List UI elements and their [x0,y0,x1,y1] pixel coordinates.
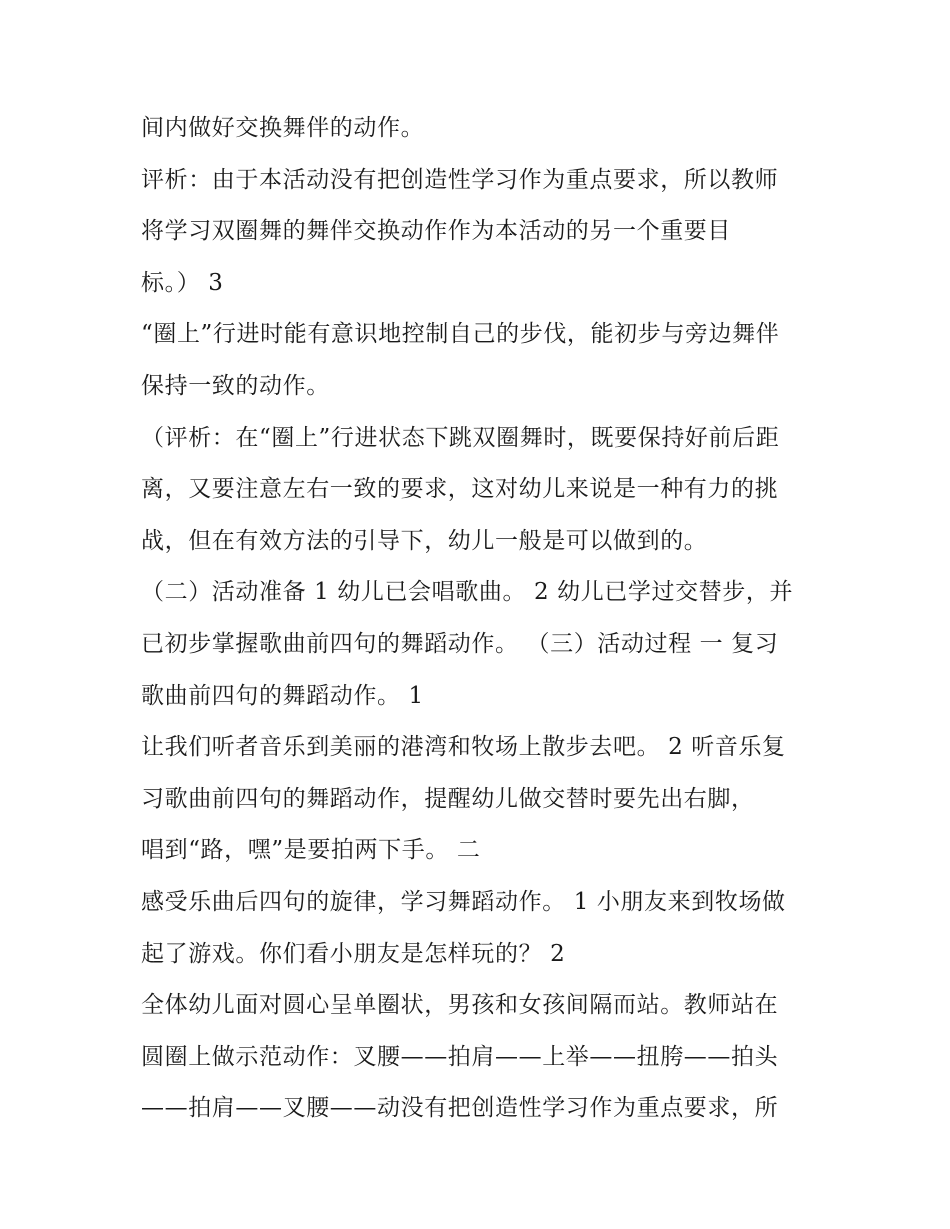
text-line: 已初步掌握歌曲前四句的舞蹈动作。 （三）活动过程 一 复习 [141,630,779,657]
text-line: 离，又要注意左右一致的要求，这对幼儿来说是一种有力的挑 [141,476,779,503]
text-line: 让我们听者音乐到美丽的港湾和牧场上散步去吧。 2 听音乐复 [141,734,786,761]
text-line: 圆圈上做示范动作：叉腰——拍肩——上举——扭胯——拍头 [141,1043,779,1070]
text-line: 战，但在有效方法的引导下，幼儿一般是可以做到的。 [141,527,708,554]
text-line: 起了游戏。你们看小朋友是怎样玩的？ 2 [141,940,566,967]
text-line: 全体幼儿面对圆心呈单圈状，男孩和女孩间隔而站。教师站在 [141,992,779,1019]
text-line: 唱到“路，嘿”是要拍两下手。 二 [141,837,481,864]
text-line: 评析：由于本活动没有把创造性学习作为重点要求，所以教师 [141,166,779,193]
text-line: ——拍肩——叉腰——动没有把创造性学习作为重点要求，所 [141,1095,779,1122]
body-text [141,108,821,1140]
text-line: 标。） 3 [141,269,224,296]
text-line: 保持一致的动作。 [141,372,330,399]
text-line: 间内做好交换舞伴的动作。 [141,115,425,141]
text-line: “圈上”行进时能有意识地控制自己的步伐，能初步与旁边舞伴 [141,321,780,348]
text-line: 感受乐曲后四句的旋律，学习舞蹈动作。 1 小朋友来到牧场做 [141,888,786,915]
text-line: 歌曲前四句的舞蹈动作。 1 [141,682,424,709]
text-line: （评析：在“圈上”行进状态下跳双圈舞时，既要保持好前后距 [141,424,780,451]
text-line: 将学习双圈舞的舞伴交换动作作为本活动的另一个重要目 [141,218,731,245]
text-line: （二）活动准备 1 幼儿已会唱歌曲。 2 幼儿已学过交替步，并 [141,579,794,606]
text-line: 习歌曲前四句的舞蹈动作，提醒幼儿做交替时要先出右脚， [141,785,755,812]
